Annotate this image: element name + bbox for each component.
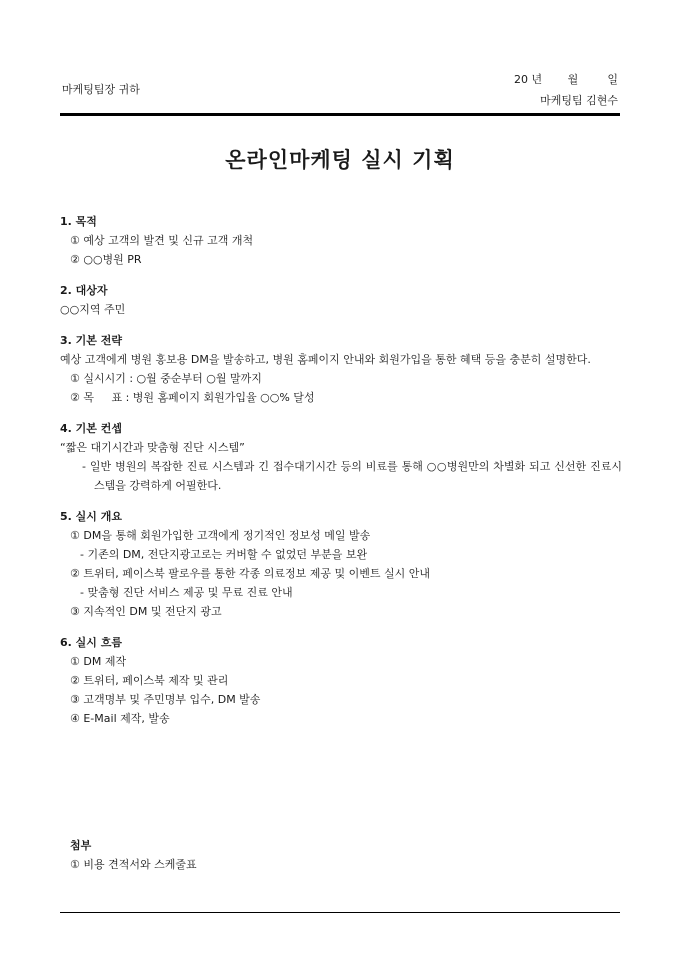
list-subitem: - 기존의 DM, 전단지광고로는 커버할 수 없었던 부분을 보완 (80, 548, 368, 561)
section-heading: 2. 대상자 (60, 284, 108, 297)
date-month: 월 (567, 73, 579, 86)
concept-detail: - 일반 병원의 복잡한 진료 시스템과 긴 접수대기시간 등의 비료를 통해 ○○병원만의 차별화 되고 신선한 진료시스템을 강력하게 어필한다. (82, 460, 622, 492)
date-block (514, 71, 618, 108)
list-item: ① DM을 통해 회원가입한 고객에게 정기적인 정보성 메일 발송 (70, 529, 371, 542)
section-strategy (60, 331, 622, 407)
section-heading: 6. 실시 흐름 (60, 636, 122, 649)
section-overview (60, 507, 622, 621)
list-item: ① DM 제작 (70, 655, 127, 668)
concept-quote: “짧은 대기시간과 맞춤형 진단 시스템” (60, 441, 245, 454)
section-heading: 5. 실시 개요 (60, 510, 122, 523)
section-concept (60, 419, 622, 495)
list-item: ④ E-Mail 제작, 발송 (70, 712, 170, 725)
list-item: ② 트위터, 페이스북 제작 및 관리 (70, 674, 229, 687)
list-item: ② 목 표 : 병원 홈페이지 회원가입율 ○○% 달성 (70, 391, 315, 404)
date-line (514, 71, 618, 87)
list-item: ③ 지속적인 DM 및 전단지 광고 (70, 605, 222, 618)
date-year: 20 년 (514, 73, 543, 86)
section-text: ○○지역 주민 (60, 303, 126, 316)
recipient: 마케팅팀장 귀하 (62, 83, 140, 96)
section-heading: 1. 목적 (60, 215, 97, 228)
bottom-divider (60, 912, 620, 913)
attachment-item: ① 비용 견적서와 스케줄표 (70, 858, 197, 871)
list-item: ② ○○병원 PR (70, 253, 142, 266)
attachment-heading: 첨부 (70, 839, 92, 852)
list-item: ① 예상 고객의 발견 및 신규 고객 개척 (70, 234, 254, 247)
document-body (60, 212, 622, 740)
section-text: 예상 고객에게 병원 홍보용 DM을 발송하고, 병원 홈페이지 안내와 회원가입을 통한 혜택 등을 충분히 설명한다. (60, 353, 591, 366)
section-target (60, 281, 622, 319)
list-item: ② 트위터, 페이스북 팔로우를 통한 각종 의료정보 제공 및 이벤트 실시 안내 (70, 567, 430, 580)
document-title: 온라인마케팅 실시 기획 (225, 148, 455, 172)
section-heading: 3. 기본 전략 (60, 334, 122, 347)
section-purpose (60, 212, 622, 269)
section-heading: 4. 기본 컨셉 (60, 422, 122, 435)
author: 마케팅팀 김현수 (540, 94, 618, 107)
list-subitem: - 맞춤형 진단 서비스 제공 및 무료 진료 안내 (80, 586, 293, 599)
attachment-block (60, 836, 197, 874)
list-item: ① 실시시기 : ○월 중순부터 ○월 말까지 (70, 372, 262, 385)
list-item: ③ 고객명부 및 주민명부 입수, DM 발송 (70, 693, 261, 706)
date-day: 일 (607, 73, 618, 86)
section-flow (60, 633, 622, 728)
top-divider (60, 113, 620, 116)
